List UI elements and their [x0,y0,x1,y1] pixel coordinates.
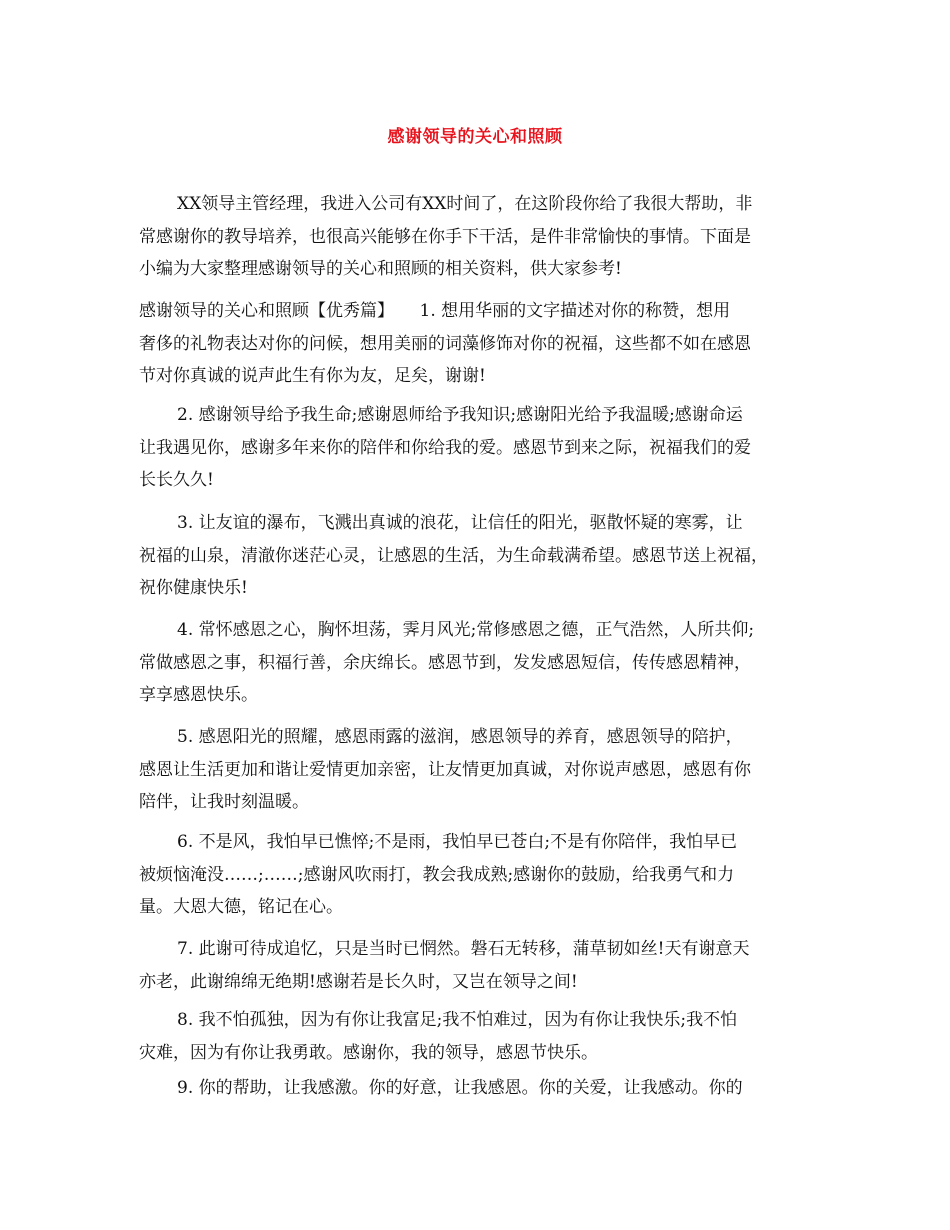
text-line: 感恩让生活更加和谐让爱情更加亲密，让友情更加真诚，对你说声感恩，感恩有你 [139,759,751,780]
paragraph-intro [139,188,752,286]
text-line: 享享感恩快乐。 [139,685,258,705]
text-line: 常做感恩之事，积福行善，余庆绵长。感恩节到，发发感恩短信，传传感恩精神， [139,652,751,673]
paragraph-7 [139,933,749,998]
text-line: 被烦恼淹没……;……;感谢风吹雨打，教会我成熟;感谢你的鼓励，给我勇气和力 [139,864,735,885]
text-line: 9. 你的帮助，让我感激。你的好意，让我感恩。你的关爱，让我感动。你的 [177,1078,743,1098]
paragraph-6 [139,826,737,924]
paragraph-5 [139,721,751,819]
text-line: 4. 常怀感恩之心，胸怀坦荡，霁月风光;常修感恩之德，正气浩然，人所共仰; [177,620,755,640]
text-line: 奢侈的礼物表达对你的问候，想用美丽的词藻修饰对你的祝福，这些都不如在感恩 [139,333,751,354]
text-line: 感谢领导的关心和照顾【优秀篇】 1. 想用华丽的文字描述对你的称赞，想用 [139,301,731,321]
paragraph-2 [139,399,751,497]
text-line: 让我遇见你，感谢多年来你的陪伴和你给我的爱。感恩节到来之际，祝福我们的爱 [139,437,751,458]
text-line: 常感谢你的教导培养，也很高兴能够在你手下干活，是件非常愉快的事情。下面是 [139,226,751,247]
paragraph-8 [139,1004,737,1069]
text-line: 小编为大家整理感谢领导的关心和照顾的相关资料，供大家参考! [139,259,622,279]
paragraph-4 [139,614,754,712]
text-line: 祝你健康快乐! [139,578,248,598]
text-line: 陪伴，让我时刻温暖。 [139,792,309,812]
text-line: 长长久久! [139,470,214,490]
document-title: 感谢领导的关心和照顾 [387,127,563,147]
text-line: 3. 让友谊的瀑布，飞溅出真诚的浪花，让信任的阳光，驱散怀疑的寒雾，让 [177,513,743,533]
text-line: 5. 感恩阳光的照耀，感恩雨露的滋润，感恩领导的养育，感恩领导的陪护， [177,727,743,747]
text-line: 8. 我不怕孤独，因为有你让我富足;我不怕难过，因为有你让我快乐;我不怕 [177,1010,738,1030]
paragraph-3 [139,507,768,605]
text-line: 2. 感谢领导给予我生命;感谢恩师给予我知识;感谢阳光给予我温暖;感谢命运 [177,405,743,425]
text-line: 节对你真诚的说声此生有你为友，足矣，谢谢! [139,366,486,386]
paragraph-9 [139,1072,743,1105]
text-line: 量。大恩大德，铭记在心。 [139,897,343,917]
paragraph-1 [139,295,751,393]
text-line: 6. 不是风，我怕早已憔悴;不是雨，我怕早已苍白;不是有你陪伴，我怕早已 [177,832,738,852]
text-line: XX领导主管经理，我进入公司有XX时间了，在这阶段你给了我很大帮助，非 [177,194,753,214]
text-line: 7. 此谢可待成追忆，只是当时已惘然。磐石无转移，蒲草韧如丝!天有谢意天 [177,939,750,959]
text-line: 灾难，因为有你让我勇敢。感谢你，我的领导，感恩节快乐。 [139,1042,598,1063]
text-line: 祝福的山泉，清澈你迷茫心灵，让感恩的生活，为生命载满希望。感恩节送上祝福， [139,545,768,566]
text-line: 亦老，此谢绵绵无绝期!感谢若是长久时，又岂在领导之间! [139,971,578,992]
